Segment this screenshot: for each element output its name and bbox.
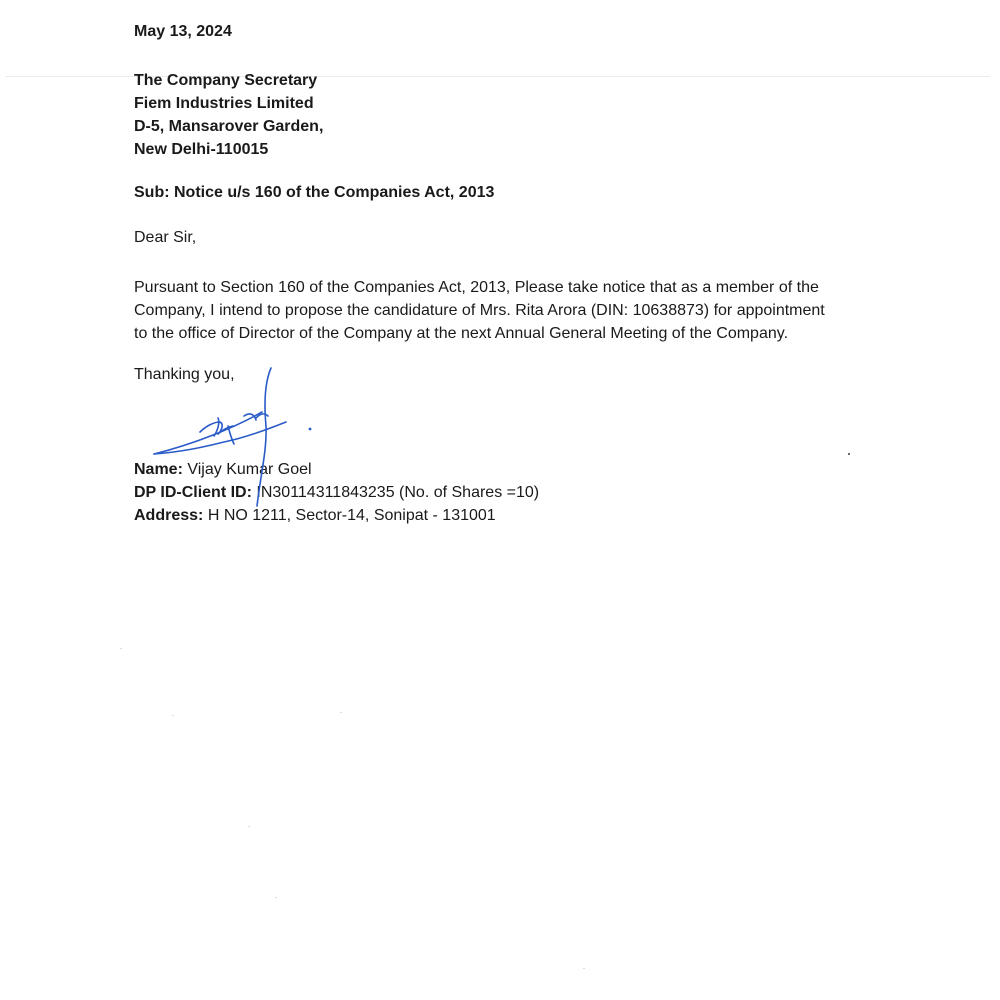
body-line: Pursuant to Section 160 of the Companies Act, 2013, Please take notice that as a member of the bbox=[134, 279, 819, 296]
letter-body bbox=[134, 276, 825, 345]
letter-subject: Sub: Notice u/s 160 of the Companies Act, 2013 bbox=[134, 184, 495, 201]
handwritten-signature bbox=[140, 360, 340, 510]
body-line: Company, I intend to propose the candidature of Mrs. Rita Arora (DIN: 10638873) for appointment bbox=[134, 302, 825, 319]
scan-speck bbox=[248, 826, 250, 827]
scan-speck bbox=[275, 897, 277, 898]
scan-speck bbox=[583, 968, 585, 969]
sender-dp-value: IN30114311843235 (No. of Shares =10) bbox=[256, 484, 540, 501]
sender-name-label: Name: bbox=[134, 461, 183, 478]
sender-dp-label: DP ID-Client ID: bbox=[134, 484, 252, 501]
recipient-title: The Company Secretary bbox=[134, 72, 318, 89]
scan-speck bbox=[340, 712, 342, 713]
body-line: to the office of Director of the Company at the next Annual General Meeting of the Company. bbox=[134, 325, 789, 342]
recipient-street: D-5, Mansarover Garden, bbox=[134, 118, 324, 135]
scan-speck bbox=[172, 715, 174, 716]
closing: Thanking you, bbox=[134, 366, 235, 383]
scan-speck bbox=[848, 453, 850, 455]
recipient-company: Fiem Industries Limited bbox=[134, 95, 314, 112]
sender-address-label: Address: bbox=[134, 507, 204, 524]
recipient-address bbox=[134, 69, 323, 161]
sender-address-value: H NO 1211, Sector-14, Sonipat - 131001 bbox=[207, 507, 496, 524]
recipient-city: New Delhi-110015 bbox=[134, 141, 269, 158]
salutation: Dear Sir, bbox=[134, 229, 197, 246]
scan-speck bbox=[120, 648, 122, 649]
sender-name-value: Vijay Kumar Goel bbox=[187, 461, 312, 478]
letter-date: May 13, 2024 bbox=[134, 23, 232, 40]
